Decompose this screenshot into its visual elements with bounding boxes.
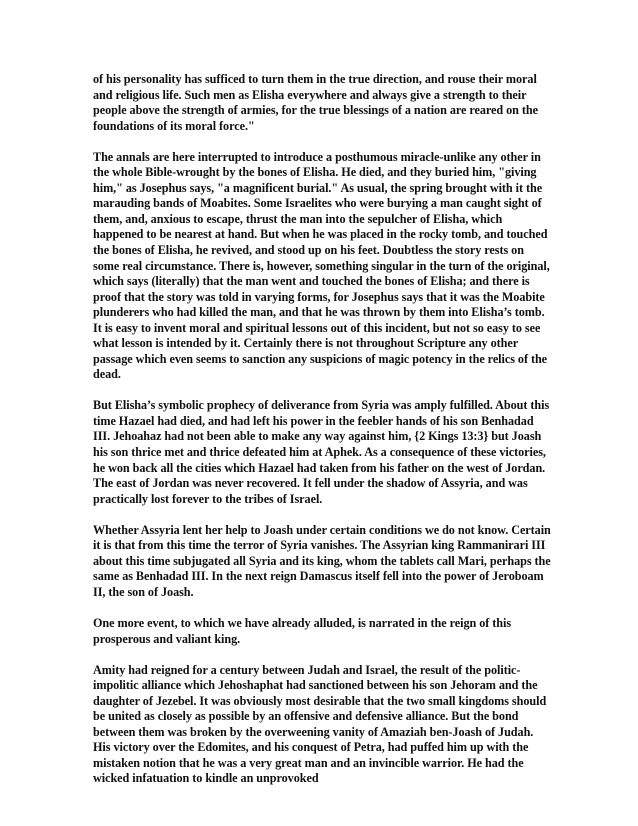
paragraph-1: of his personality has sufficed to turn them in the true direction, and rouse their moral and religious life. Such men as Elisha everywhere and always give a strength to their people above the strength of armies, for the true blessings of a nation are reared on the foundations of its moral force.": [93, 72, 538, 133]
paragraph-3: But Elisha’s symbolic prophecy of deliverance from Syria was amply fulfilled. About this time Hazael had died, and had left his power in the feebler hands of his son Benhadad III. Jehoahaz had not been able to make any way against him, {2 Kings 13:3} but Joash his son thrice met and thrice defeated him at Aphek. As a consequence of these victories, he won back all the cities which Hazael had taken from his father on the west of Jordan. The east of Jordan was never recovered. It fell under the shadow of Assyria, and was practically lost forever to the tribes of Israel.: [93, 398, 550, 506]
paragraph-6: Amity had reigned for a century between Judah and Israel, the result of the politic-impolitic alliance which Jehoshaphat had sanctioned between his son Jehoram and the daughter of Jezebel. It was obviously most desirable that the two small kingdoms should be united as closely as possible by an offensive and defensive alliance. But the bond between them was broken by the overweening vanity of Amaziah ben-Joash of Judah. His victory over the Edomites, and his conquest of Petra, had puffed him up with the mistaken notion that he was a very great man and an invincible warrior. He had the wicked infatuation to kindle an unprovoked: [93, 662, 547, 786]
paragraph-4: Whether Assyria lent her help to Joash under certain conditions we do not know. Certain it is that from this time the terror of Syria vanishes. The Assyrian king Rammanirari III about this time subjugated all Syria and its king, whom the tablets call Mari, perhaps the same as Benhadad III. In the next reign Damascus itself fell into the power of Jeroboam II, the son of Joash.: [93, 522, 551, 599]
document-body: [93, 72, 551, 787]
paragraph-5: One more event, to which we have already alluded, is narrated in the reign of this prosperous and valiant king.: [93, 615, 512, 646]
paragraph-2: The annals are here interrupted to introduce a posthumous miracle-unlike any other in the whole Bible-wrought by the bones of Elisha. He died, and they buried him, "giving him," as Josephus says, "a magnificent burial." As usual, the spring brought with it the marauding bands of Moabites. Some Israelites who were burying a man caught sight of them, and, anxious to escape, thrust the man into the sepulcher of Elisha, which happened to be nearest at hand. But when he was placed in the rocky tomb, and touched the bones of Elisha, he revived, and stood up on his feet. Doubtless the story rests on some real circumstance. There is, however, something singular in the turn of the original, which says (literally) that the man went and touched the bones of Elisha; and there is proof that the story was told in varying forms, for Josephus says that it was the Moabite plunderers who had killed the man, and that he was thrown by them into Elisha’s tomb. It is easy to invent moral and spiritual lessons out of this incident, but not so easy to see what lesson is intended by it. Certainly there is not throughout Scripture any other passage which even seems to sanction any suspicions of magic potency in the relics of the dead.: [93, 149, 550, 382]
